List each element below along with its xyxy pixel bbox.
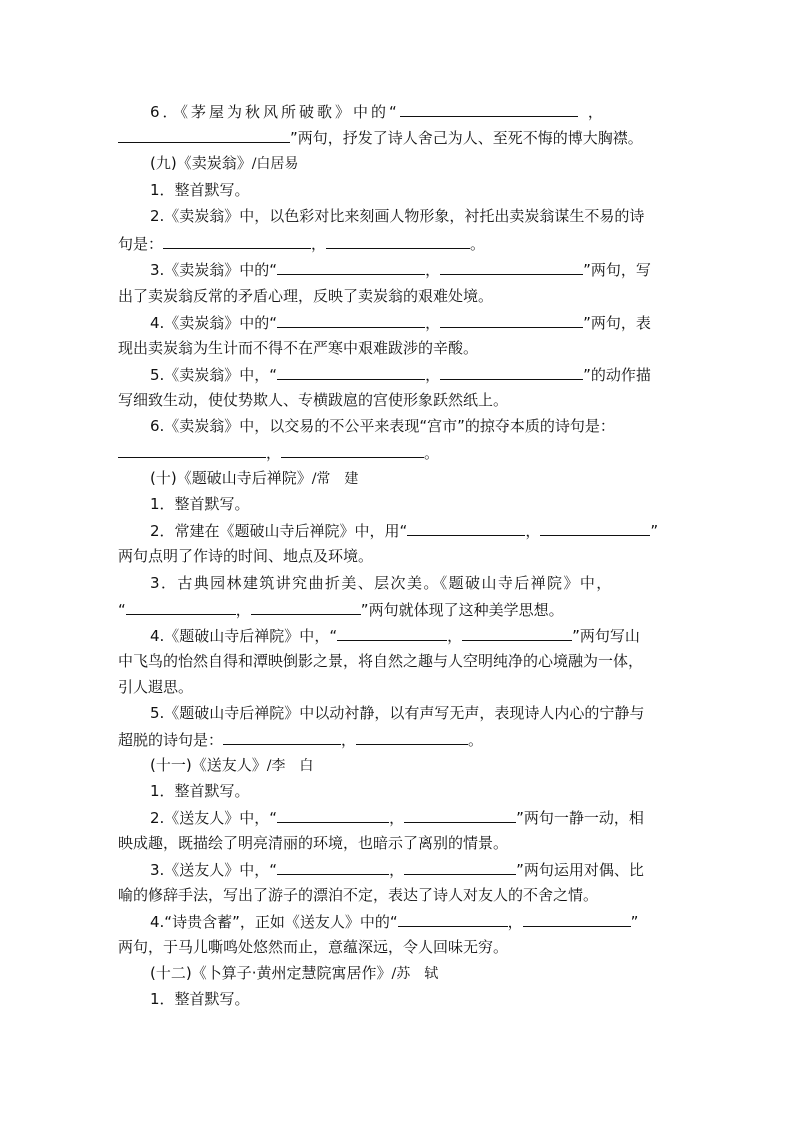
- q11-3-line-2: 喻的修辞手法，写出了游子的漂泊不定，表达了诗人对友人的不舍之情。: [118, 886, 599, 904]
- fill-blank[interactable]: [118, 442, 266, 458]
- fill-blank[interactable]: [462, 625, 572, 641]
- q11-2-line-2: 映成趣，既描绘了明亮清丽的环境，也暗示了离别的情景。: [118, 834, 509, 852]
- q9-4-line-2: 现出卖炭翁为生计而不得不在严寒中艰难跋涉的辛酸。: [118, 339, 479, 357]
- q11-2-line-1: 2.《送友人》中，“ ， ”两句一静一动，相: [150, 809, 644, 827]
- q9-6-line-1: 6.《卖炭翁》中，以交易的不公平来表现“宫市”的掠夺本质的诗句是：: [150, 417, 615, 435]
- section-12-heading: (十二)《卜算子·黄州定慧院寓居作》/苏 轼: [150, 964, 439, 982]
- fill-blank[interactable]: [440, 259, 583, 275]
- q10-2-line-1: 2．常建在《题破山寺后禅院》中，用“ ， ”: [150, 522, 659, 540]
- q10-1: 1．整首默写。: [150, 495, 250, 513]
- q9-2-line-1: 2.《卖炭翁》中，以色彩对比来刻画人物形象，衬托出卖炭翁谋生不易的诗: [150, 207, 645, 225]
- fill-blank[interactable]: [277, 312, 425, 328]
- q10-4-line-1: 4.《题破山寺后禅院》中，“ ， ”两句写山: [150, 627, 640, 645]
- fill-blank[interactable]: [404, 807, 516, 823]
- fill-blank[interactable]: [356, 729, 468, 745]
- fill-blank[interactable]: [326, 233, 470, 249]
- q10-5-line-2: 超脱的诗句是： ， 。: [118, 731, 484, 749]
- fill-blank[interactable]: [440, 312, 583, 328]
- fill-blank[interactable]: [163, 233, 311, 249]
- fill-blank[interactable]: [337, 625, 447, 641]
- fill-blank[interactable]: [281, 442, 424, 458]
- section-9-heading: (九)《卖炭翁》/白居易: [150, 154, 299, 172]
- fill-blank[interactable]: [400, 101, 578, 117]
- q11-4-line-2: 两句，于马儿嘶鸣处悠然而止，意蕴深远，令人回味无穷。: [118, 938, 509, 956]
- fill-blank[interactable]: [407, 520, 525, 536]
- section-11-heading: (十一)《送友人》/李 白: [150, 756, 314, 774]
- q9-3-line-1: 3.《卖炭翁》中的“ ， ”两句，写: [150, 261, 651, 279]
- q9-5-line-2: 写细致生动，使仗势欺人、专横跋扈的宫使形象跃然纸上。: [118, 391, 509, 409]
- q10-4-line-3: 引人遐思。: [118, 678, 194, 696]
- q9-5-line-1: 5.《卖炭翁》中，“ ， ”的动作描: [150, 366, 651, 384]
- fill-blank[interactable]: [404, 859, 516, 875]
- q9-3-line-2: 出了卖炭翁反常的矛盾心理，反映了卖炭翁的艰难处境。: [118, 287, 494, 305]
- question-6-line-1: 6．《茅屋为秋风所破歌》中的“ ，: [150, 103, 606, 121]
- fill-blank[interactable]: [540, 520, 650, 536]
- fill-blank[interactable]: [398, 911, 508, 927]
- q11-1: 1．整首默写。: [150, 782, 250, 800]
- fill-blank[interactable]: [277, 364, 425, 380]
- q9-2-line-2: 句是： ， 。: [118, 235, 486, 253]
- fill-blank[interactable]: [440, 364, 583, 380]
- fill-blank[interactable]: [277, 807, 389, 823]
- q10-4-line-2: 中飞鸟的怡然自得和潭映倒影之景，将自然之趣与人空明纯净的心境融为一体，: [118, 652, 644, 670]
- q10-3-line-2: “ ， ”两句就体现了这种美学思想。: [118, 601, 564, 619]
- q9-4-line-1: 4.《卖炭翁》中的“ ， ”两句，表: [150, 314, 651, 332]
- q11-4-line-1: 4.“诗贵含蓄”，正如《送友人》中的“ ， ”: [150, 913, 639, 931]
- fill-blank[interactable]: [126, 599, 236, 615]
- q9-6-line-2: ， 。: [118, 442, 439, 462]
- q10-5-line-1: 5.《题破山寺后禅院》中以动衬静，以有声写无声，表现诗人内心的宁静与: [150, 704, 645, 722]
- q9-1: 1．整首默写。: [150, 181, 250, 199]
- section-10-heading: (十)《题破山寺后禅院》/常 建: [150, 469, 359, 487]
- q10-3-line-1: 3．古典园林建筑讲究曲折美、层次美。《题破山寺后禅院》中，: [150, 574, 613, 592]
- q11-3-line-1: 3.《送友人》中，“ ， ”两句运用对偶、比: [150, 861, 644, 879]
- question-6-line-2: ”两句，抒发了诗人舍己为人、至死不悔的博大胸襟。: [118, 127, 643, 147]
- fill-blank[interactable]: [277, 259, 425, 275]
- fill-blank[interactable]: [523, 911, 631, 927]
- fill-blank[interactable]: [277, 859, 389, 875]
- q12-1: 1．整首默写。: [150, 990, 250, 1008]
- fill-blank[interactable]: [118, 127, 290, 143]
- fill-blank[interactable]: [251, 599, 361, 615]
- q10-2-line-2: 两句点明了作诗的时间、地点及环境。: [118, 547, 374, 565]
- fill-blank[interactable]: [223, 729, 341, 745]
